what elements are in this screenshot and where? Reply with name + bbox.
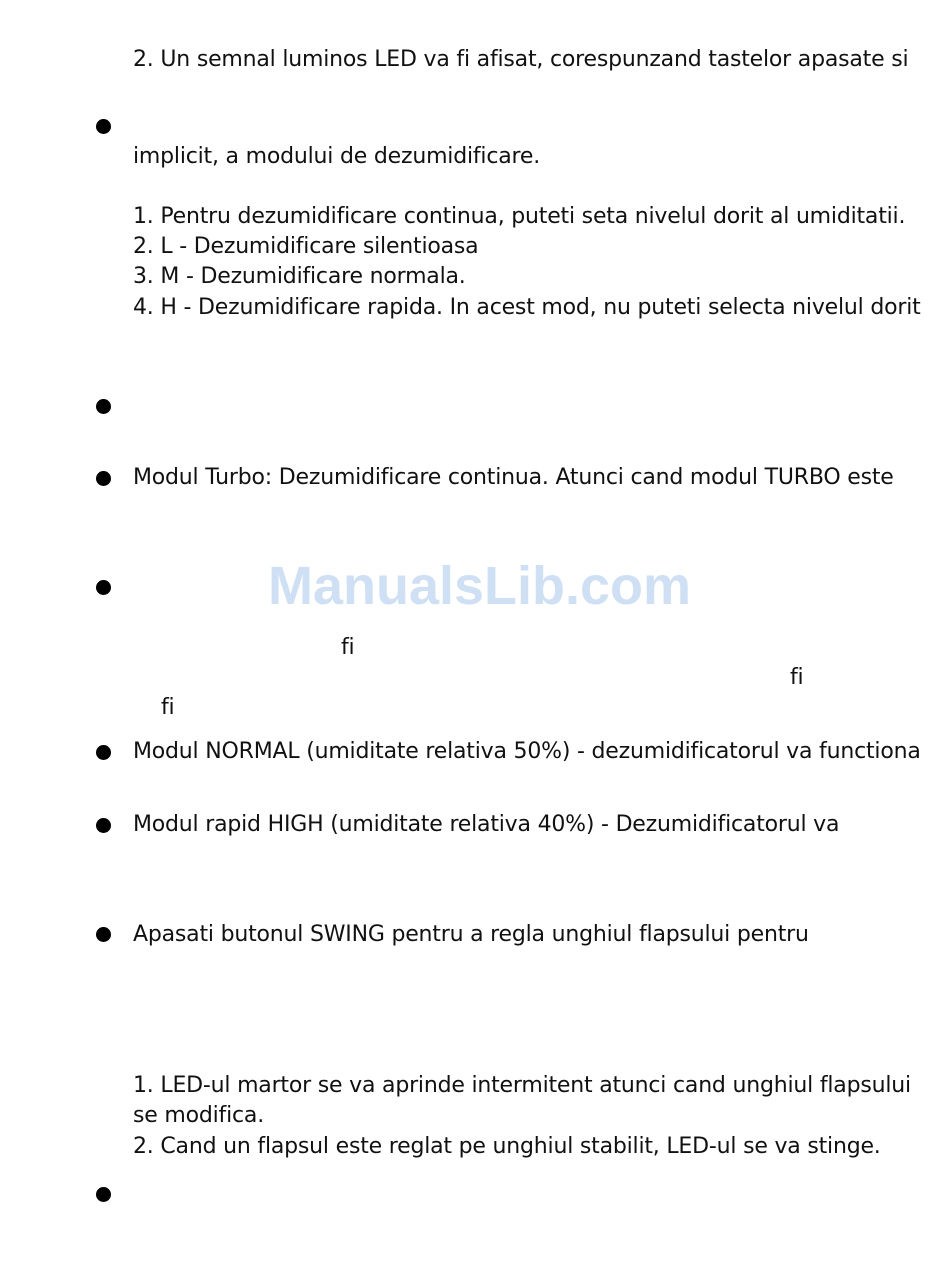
bullet-6	[96, 818, 111, 833]
text-line: Modul NORMAL (umiditate relativa 50%) - dezumidificatorul va functiona	[133, 739, 921, 764]
text-line: 2. L - Dezumidificare silentioasa	[133, 234, 479, 259]
bullet-2	[96, 399, 111, 414]
text-line: Modul rapid HIGH (umiditate relativa 40%) - Dezumidificatorul va	[133, 812, 840, 837]
text-line: Modul Turbo: Dezumidificare continua. Atunci cand modul TURBO este	[133, 465, 894, 490]
watermark: ManualsLib.com	[268, 556, 692, 616]
bullet-3	[96, 471, 111, 486]
text-line: 4. H - Dezumidificare rapida. In acest mod, nu puteti selecta nivelul dorit	[133, 295, 921, 320]
text-line: 1. LED-ul martor se va aprinde intermitent atunci cand unghiul flapsului	[133, 1073, 911, 1098]
bullet-7	[96, 927, 111, 942]
text-fragment: fi	[341, 635, 355, 660]
text-line: 2. Un semnal luminos LED va fi afisat, corespunzand tastelor apasate si	[133, 47, 909, 72]
text-line: 3. M - Dezumidificare normala.	[133, 264, 466, 289]
bullet-8	[96, 1187, 111, 1202]
text-line: 1. Pentru dezumidificare continua, puteti seta nivelul dorit al umiditatii.	[133, 204, 906, 229]
bullet-1	[96, 119, 111, 134]
bullet-4	[96, 580, 111, 595]
text-line: implicit, a modului de dezumidificare.	[133, 144, 541, 169]
text-fragment: fi	[790, 665, 804, 690]
text-line: se modifica.	[133, 1103, 264, 1128]
bullet-5	[96, 745, 111, 760]
text-line: 2. Cand un flapsul este reglat pe unghiul stabilit, LED-ul se va stinge.	[133, 1134, 881, 1159]
text-line: Apasati butonul SWING pentru a regla unghiul flapsului pentru	[133, 922, 809, 947]
text-fragment: fi	[161, 695, 175, 720]
